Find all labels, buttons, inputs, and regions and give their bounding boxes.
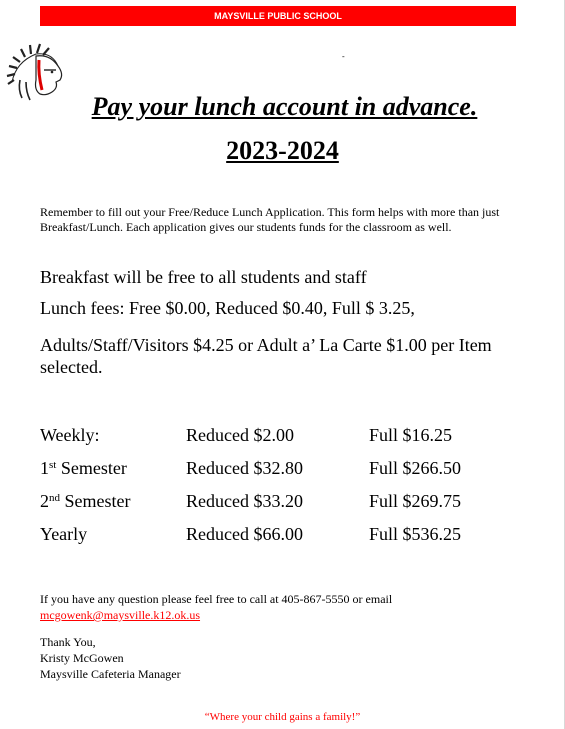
intro-paragraph: Remember to fill out your Free/Reduce Lunch Application. This form helps with more than just Breakfast/Lunch. Each application gives our students funds for the classroom as well. xyxy=(40,205,500,234)
fee-row-second-semester xyxy=(40,491,540,515)
page-title: Pay your lunch account in advance. xyxy=(91,92,478,121)
fee-reduced: Reduced $33.20 xyxy=(186,491,303,511)
contact-block xyxy=(40,591,392,623)
school-year: 2023-2024 xyxy=(226,136,339,165)
signoff-title: Maysville Cafeteria Manager xyxy=(40,667,181,681)
fee-period: 1st Semester xyxy=(40,458,127,478)
stray-mark: - xyxy=(342,52,345,61)
fee-full: Full $269.75 xyxy=(369,491,462,511)
breakfast-note: Breakfast will be free to all students and staff xyxy=(40,267,367,287)
adult-fees: Adults/Staff/Visitors $4.25 or Adult a’ La Carte $1.00 per Item selected. xyxy=(40,335,492,377)
fee-period: 2nd Semester xyxy=(40,491,131,511)
school-name: MAYSVILLE PUBLIC SCHOOL xyxy=(214,11,342,21)
fee-period: Weekly: xyxy=(40,425,100,445)
fee-reduced: Reduced $66.00 xyxy=(186,524,303,544)
fee-row-first-semester xyxy=(40,458,540,482)
lunch-fees: Lunch fees: Free $0.00, Reduced $0.40, Full $ 3.25, xyxy=(40,298,415,318)
fee-row-weekly xyxy=(40,425,540,449)
fee-full: Full $536.25 xyxy=(369,524,462,544)
signoff-name: Kristy McGowen xyxy=(40,651,124,665)
email-link[interactable]: mcgowenk@maysville.k12.ok.us xyxy=(40,608,201,622)
fee-full: Full $16.25 xyxy=(369,425,453,445)
school-header-bar xyxy=(40,6,516,26)
fee-row-yearly xyxy=(40,524,540,548)
fee-reduced: Reduced $32.80 xyxy=(186,458,303,478)
fee-reduced: Reduced $2.00 xyxy=(186,425,294,445)
fee-period: Yearly xyxy=(40,524,88,544)
fee-full: Full $266.50 xyxy=(369,458,462,478)
signoff-block xyxy=(40,634,181,682)
school-motto: “Where your child gains a family!” xyxy=(204,711,361,723)
signoff-closing: Thank You, xyxy=(40,635,96,649)
contact-text: If you have any question please feel free to call at 405-867-5550 or email xyxy=(40,592,393,606)
